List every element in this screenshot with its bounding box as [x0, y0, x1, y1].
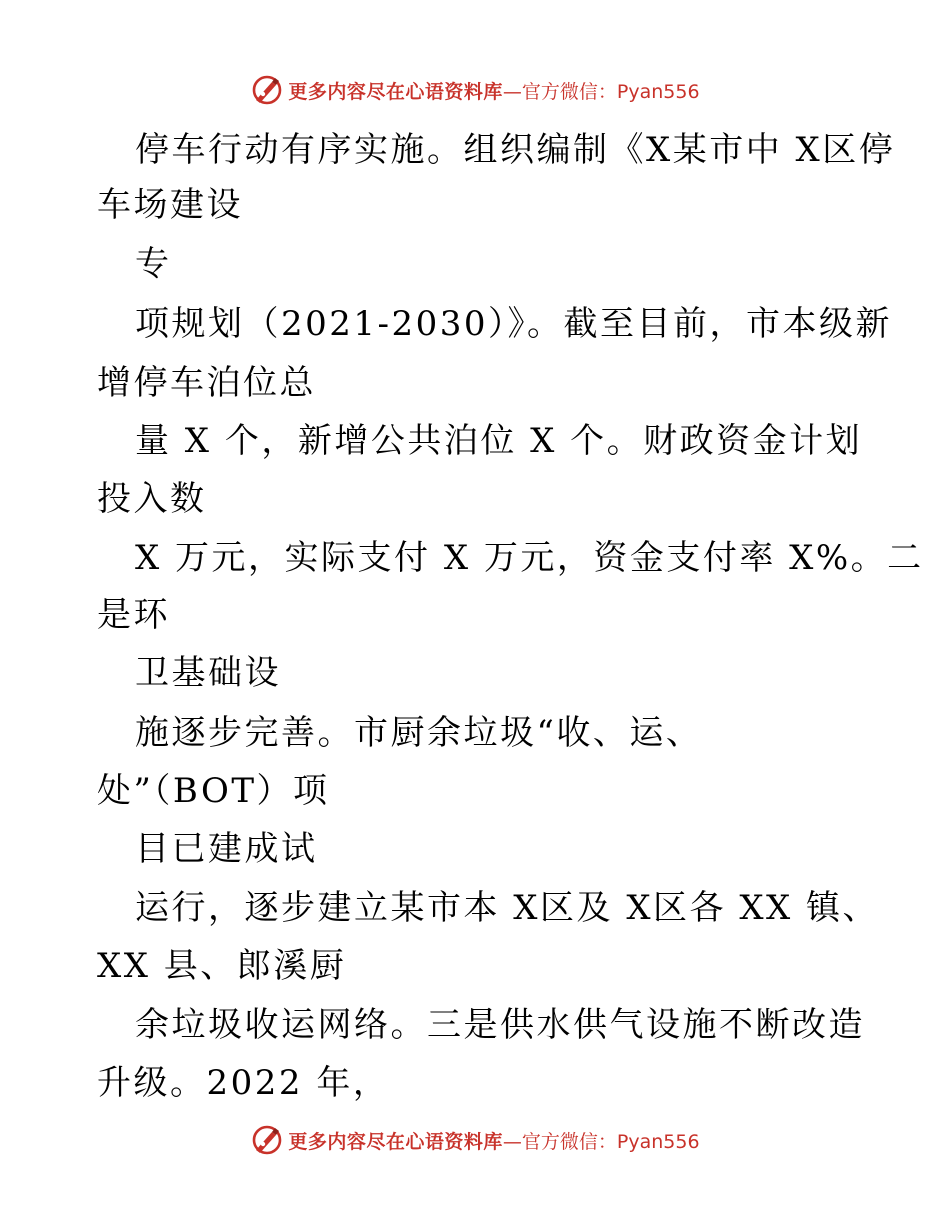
- banner-wechat-text: —官方微信：Pyan556: [502, 1130, 700, 1153]
- text-line: 运行，逐步建立某市本 X区及 X区各 XX 镇、: [135, 888, 880, 928]
- text-line: 升级。2022 年，: [97, 1063, 390, 1103]
- text-line: 车场建设: [97, 185, 243, 225]
- text-line: 投入数: [97, 479, 207, 519]
- pen-in-circle-logo-icon: [250, 1123, 284, 1157]
- text-line: 项规划（2021-2030）》。截至目前，市本级新: [135, 304, 893, 344]
- banner-lead-text: 更多内容尽在心语资料库: [288, 80, 503, 103]
- text-line: 量 X 个，新增公共泊位 X 个。财政资金计划: [135, 421, 863, 461]
- banner-lead-text: 更多内容尽在心语资料库: [288, 1130, 503, 1153]
- pen-in-circle-logo-icon: [250, 73, 284, 107]
- text-line: 卫基础设: [135, 653, 281, 693]
- footer-banner: [0, 1120, 950, 1160]
- text-line: 停车行动有序实施。组织编制《X某市中 X区停: [135, 130, 896, 170]
- text-line: 专: [135, 244, 172, 284]
- banner-wechat-text: —官方微信：Pyan556: [502, 80, 700, 103]
- text-line: 施逐步完善。市厨余垃圾“收、运、: [135, 713, 703, 753]
- text-line: 目已建成试: [135, 829, 318, 869]
- text-line: X 万元，实际支付 X 万元，资金支付率 X%。二: [135, 538, 924, 578]
- header-banner: [0, 70, 950, 110]
- text-line: 增停车泊位总: [97, 363, 316, 403]
- text-line: 余垃圾收运网络。三是供水供气设施不断改造: [135, 1005, 865, 1045]
- text-line: 是环: [97, 595, 170, 635]
- text-line: 处”（BOT）项: [97, 771, 330, 811]
- text-line: XX 县、郎溪厨: [97, 946, 347, 986]
